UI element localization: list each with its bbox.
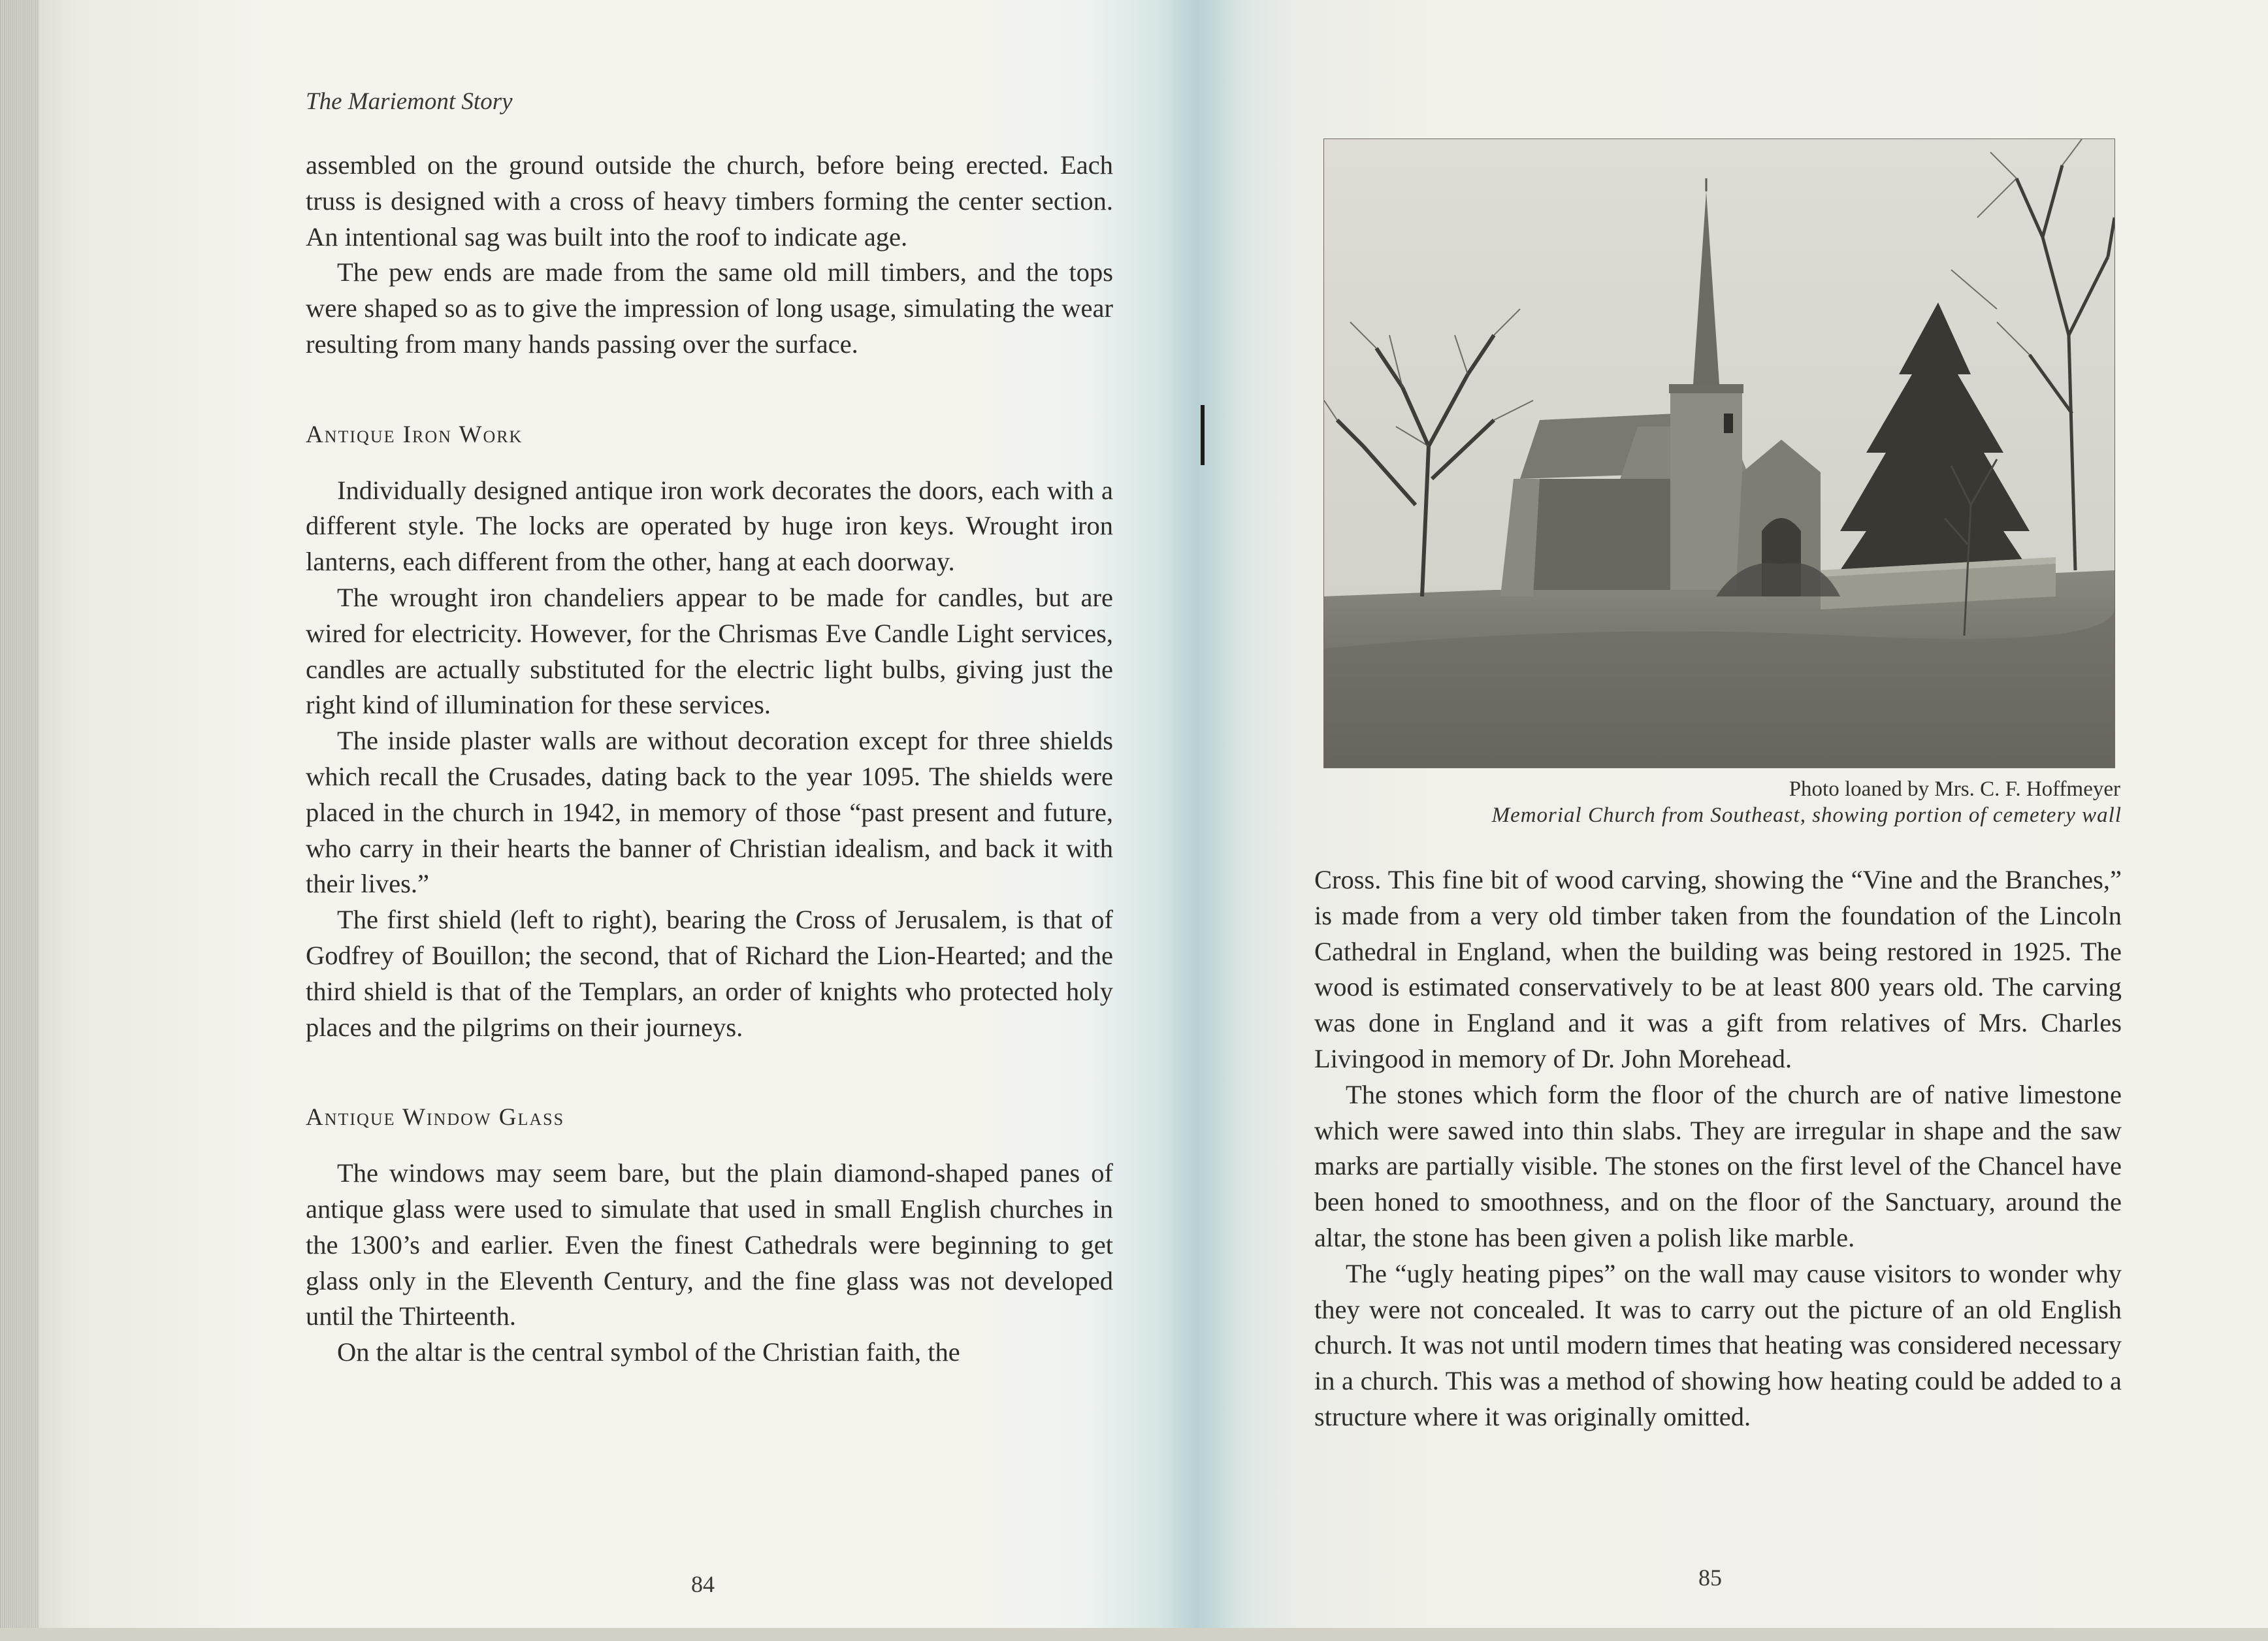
photo-caption: Memorial Church from Southeast, showing portion of cemetery wall [1491, 804, 2122, 827]
paragraph: Cross. This fine bit of wood carving, showing the “Vine and the Branches,” is made from a very old timber taken from the foundation of the Lincoln Cathedral in England, when the building was being restored in 1925. The wood is estimated conservatively to be at least 800 years old. The carving was done in England and it was a gift from relatives of Mrs. Charles Livingood in memory of Dr. John Morehead. [1314, 865, 2122, 1073]
section-heading-iron-work: Antique Iron Work [306, 421, 523, 448]
paragraph: The windows may seem bare, but the plain diamond-shaped panes of antique glass were used to simulate that used in small English churches in the 1300’s and earlier. Even the finest Cathedrals were beginning to get glass only in the Eleventh Century, and the fine glass was not developed until the Thirteenth. [306, 1158, 1113, 1331]
section-heading-window-glass: Antique Window Glass [306, 1104, 565, 1131]
church-photo-image [1324, 139, 2114, 768]
paragraph: Individually designed antique iron work decorates the doors, each with a different style. The locks are operated by huge iron keys. Wrought iron lanterns, each different from the other, hang at each doorway. [306, 475, 1113, 577]
page-edges [0, 0, 39, 1641]
paragraph: The stones which form the floor of the church are of native limestone which were sawed into thin slabs. They are irregular in shape and the saw marks are partially visible. The stones on the first level of the Chancel have been honed to smoothness, and on the floor of the Sanctuary, around the altar, the stone has been given a polish like marble. [1314, 1079, 2122, 1252]
paragraph: The pew ends are made from the same old mill timbers, and the tops were shaped so as to give the impression of long usage, simulating the wear resulting from many hands passing over the surface. [306, 257, 1113, 359]
church-photo [1323, 138, 2115, 768]
paragraph: The inside plaster walls are without decoration except for three shields which recall the Crusades, dating back to the year 1095. The shields were placed in the church in 1942, in memory of those “past present and future, who carry in their hearts the banner of Christian idealism, and back it with their lives.” [306, 726, 1113, 899]
photo-credit: Photo loaned by Mrs. C. F. Hoffmeyer [1789, 777, 2120, 801]
left-text-column [306, 148, 1113, 1371]
paragraph: On the altar is the central symbol of the Christian faith, the [337, 1337, 960, 1367]
paragraph: The first shield (left to right), bearing the Cross of Jerusalem, is that of Godfrey of Bouillon; the second, that of Richard the Lion-Hearted; and the third shield is that of the Templars, an order of knights who protected holy places and the pilgrims on their journeys. [306, 905, 1113, 1042]
paragraph: assembled on the ground outside the church, before being erected. Each truss is designed with a cross of heavy timbers forming the center section. An intentional sag was built into the roof to indicate age. [306, 150, 1113, 252]
gutter-shadow [1156, 0, 1248, 1641]
binding-mark [1201, 405, 1205, 465]
right-text-column [1314, 862, 2122, 1435]
page-number-right: 85 [1698, 1565, 1722, 1591]
paragraph: The wrought iron chandeliers appear to be made for candles, but are wired for electricity. However, for the Chrismas Eve Candle Light services, candles are actually substituted for the electric light bulbs, giving just the right kind of illumination for these services. [306, 582, 1113, 720]
bottom-edge [0, 1628, 2268, 1641]
page-number-left: 84 [691, 1571, 715, 1597]
running-head: The Mariemont Story [306, 88, 513, 115]
paragraph: The “ugly heating pipes” on the wall may cause visitors to wonder why they were not concealed. It was to carry out the picture of an old English church. It was not until modern times that heating was considered necessary in a church. This was a method of showing how heating could be added to a structure where it was originally omitted. [1314, 1258, 2122, 1431]
